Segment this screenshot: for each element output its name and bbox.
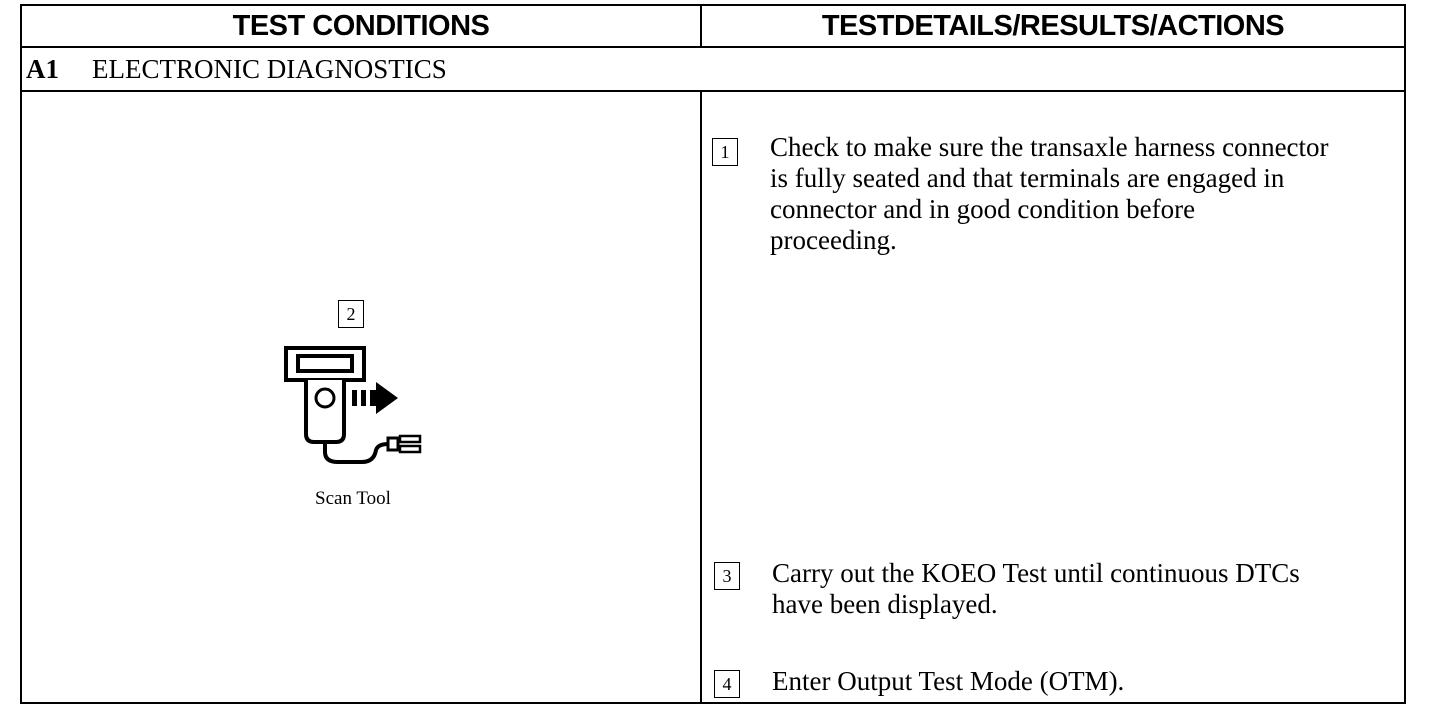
step-1-text: [770, 132, 1329, 256]
step-4-text: [772, 666, 1124, 697]
step-3-line: have been displayed.: [772, 589, 998, 619]
step-3-text: [772, 558, 1300, 620]
section-title-row: [22, 48, 1404, 92]
test-conditions-cell: [22, 92, 702, 702]
section-title: ELECTRONIC DIAGNOSTICS: [92, 53, 447, 84]
table-header: [22, 6, 1404, 48]
section-code: A1: [26, 53, 59, 84]
test-details-cell: [702, 92, 1404, 702]
step-1-line: Check to make sure the transaxle harness connector: [770, 132, 1329, 162]
step-1-line: proceeding.: [770, 225, 897, 255]
step-3-number: 3: [714, 562, 740, 590]
scan-tool-label: Scan Tool: [315, 488, 391, 509]
scan-tool-icon: [284, 346, 424, 466]
step-3-line: Carry out the KOEO Test until continuous DTCs: [772, 558, 1300, 588]
test-table: [20, 4, 1406, 704]
step-4-number: 4: [714, 670, 740, 698]
step-1-line: is fully seated and that terminals are engaged in: [770, 163, 1285, 193]
step-number-box: 2: [338, 300, 364, 328]
step-1-line: connector and in good condition before: [770, 194, 1196, 224]
header-test-conditions: TEST CONDITIONS: [22, 6, 702, 46]
step-1-number: 1: [712, 138, 738, 166]
step-4-line: Enter Output Test Mode (OTM).: [772, 666, 1125, 696]
header-test-details: TESTDETAILS/RESULTS/ACTIONS: [821, 9, 1285, 42]
